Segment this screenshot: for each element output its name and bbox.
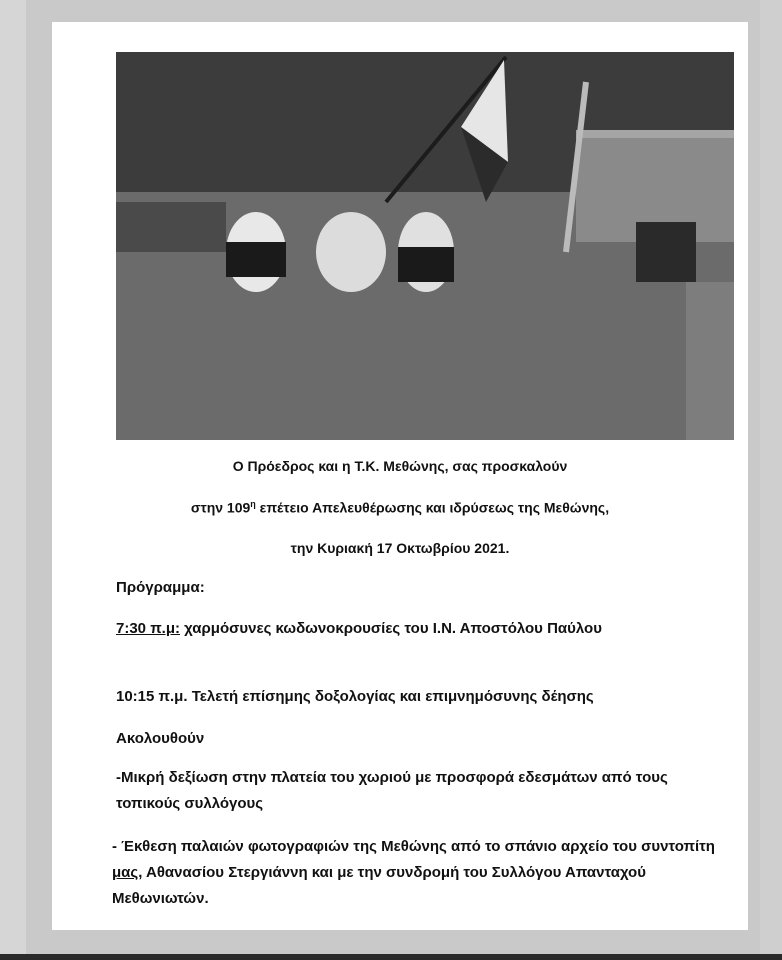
invitation-line-2-pre: στην 109 [190,499,251,516]
program-item-1 [116,616,716,642]
follow-heading: Ακολουθούν [116,730,205,747]
invitation-line-2-post: επέτειο Απελευθέρωσης και ιδρύσεως της Μεθώνης, [255,499,610,516]
invitation-line-3: την Κυριακή 17 Οκτωβρίου 2021. [290,540,510,556]
invitation-text [52,22,748,930]
bottom-edge [0,954,782,960]
follow-item-2 [112,834,722,912]
invitation-line-2 [52,499,748,516]
invitation-line-2-sup: η [250,499,256,509]
right-frame [760,0,782,960]
follow-item-2-underlined: μας, [112,864,143,881]
follow-item-2-pre: - Έκθεση παλαιών φωτογραφιών της Μεθώνης από το σπάνιο αρχείο του συντοπίτη [112,838,715,855]
program-item-2: 10:15 π.μ. Τελετή επίσημης δοξολογίας και επιμνημόσυνης δέησης [116,688,594,705]
program-heading: Πρόγραμμα: [116,579,205,596]
follow-item-1: -Μικρή δεξίωση στην πλατεία του χωριού με προσφορά εδεσμάτων από τους τοπικούς συλλόγους [116,769,668,812]
flyer-sheet [52,22,748,930]
program-item-1-text: χαρμόσυνες κωδωνοκρουσίες του Ι.Ν. Αποστόλου Παύλου [180,620,602,637]
left-frame [0,0,26,960]
invitation-line-1: Ο Πρόεδρος και η Τ.Κ. Μεθώνης, σας προσκαλούν [232,458,568,474]
program-item-1-time: 7:30 π.μ: [116,620,181,637]
follow-item-2-post: Αθανασίου Στεργιάννη και με την συνδρομή του Συλλόγου Απανταχού Μεθωνιωτών. [112,864,646,907]
